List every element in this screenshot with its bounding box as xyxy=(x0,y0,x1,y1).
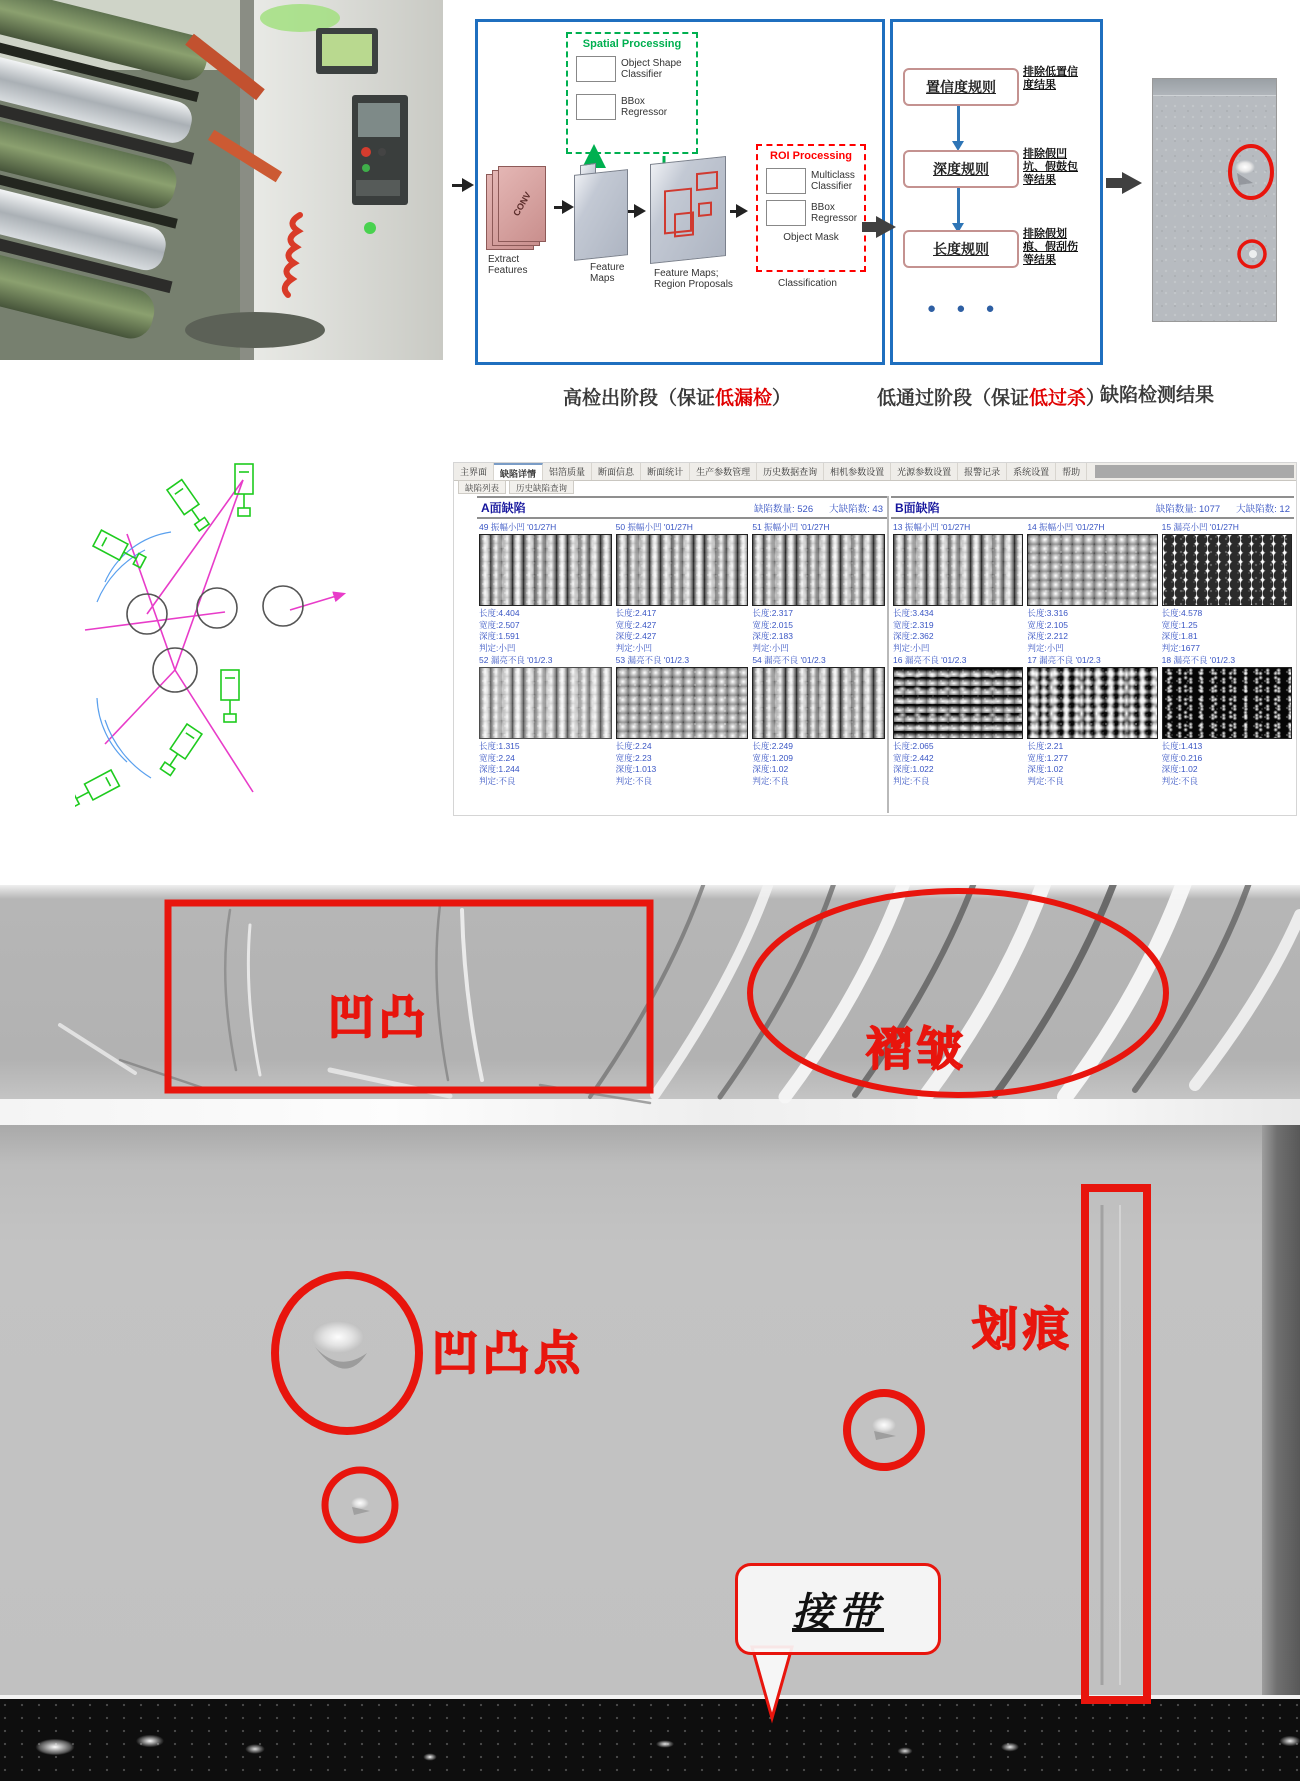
defect-cell xyxy=(752,654,885,787)
tab-10[interactable]: 系统设置 xyxy=(1007,463,1056,480)
panel-a-title: A面缺陷 xyxy=(481,501,526,515)
panel-b-large-count: 大缺陷数: 12 xyxy=(1236,503,1290,515)
wrinkle-label: 褶皱 xyxy=(866,1023,968,1075)
bump-point-circle-large xyxy=(275,1275,419,1431)
stage1-caption-prefix: 高检出阶段（保证 xyxy=(563,388,716,409)
tab-8[interactable]: 光源参数设置 xyxy=(891,463,958,480)
defect-result-image xyxy=(1152,78,1277,322)
splice-callout xyxy=(735,1563,941,1655)
cell-header: 13 振幅小凹 '01/27H xyxy=(893,522,971,532)
defect-cell xyxy=(616,654,749,787)
feature-maps-label: Feature Maps xyxy=(590,262,625,284)
defect-thumbnail[interactable] xyxy=(1162,534,1292,606)
cell-stats: 长度:4.404 宽度:2.507 深度:1.591 判定:小凹 xyxy=(479,608,520,653)
cell-header: 52 漏亮不良 '01/2.3 xyxy=(479,655,553,665)
arrow-rp-to-roi xyxy=(730,204,748,218)
stage2-caption-prefix: 低通过阶段（保证 xyxy=(877,388,1030,409)
panel-a-defects xyxy=(477,496,889,813)
bbox-regressor-label: BBox Regressor xyxy=(621,96,668,118)
machine-photo-art xyxy=(0,0,443,360)
scratch-marks xyxy=(1102,1205,1120,1685)
rule-depth-note: 排除假凹坑、假鼓包等结果 xyxy=(1023,148,1078,186)
cell-header: 49 振幅小凹 '01/27H xyxy=(479,522,557,532)
defect-thumbnail[interactable] xyxy=(893,534,1023,606)
software-subtabs xyxy=(458,480,574,494)
defect-thumbnail[interactable] xyxy=(616,534,749,606)
defect-cell xyxy=(1027,521,1157,654)
tab-0[interactable]: 主界面 xyxy=(454,463,494,480)
defect-thumbnail[interactable] xyxy=(479,534,612,606)
defect-thumbnail[interactable] xyxy=(479,667,612,739)
tab-2[interactable]: 铝箔质量 xyxy=(543,463,592,480)
tab-1[interactable]: 缺陷详情 xyxy=(494,463,543,480)
defect-cell xyxy=(1162,654,1292,787)
bump-label: 凹凸 xyxy=(328,991,430,1043)
rule-depth: 深度规则 xyxy=(903,150,1019,188)
tab-9[interactable]: 报警记录 xyxy=(958,463,1007,480)
splice-label: 接带 xyxy=(792,1589,884,1635)
guide-rollers xyxy=(127,586,303,692)
stage1-detection-box xyxy=(475,19,885,365)
machine-photo xyxy=(0,0,443,360)
cell-header: 17 漏亮不良 '01/2.3 xyxy=(1027,655,1101,665)
bump-point-label: 凹凸点 xyxy=(432,1327,585,1379)
defect-thumbnail[interactable] xyxy=(1162,667,1292,739)
arrow-conv-to-fm xyxy=(554,200,574,214)
arrow-photo-to-stage1 xyxy=(452,178,474,192)
defect-thumbnail[interactable] xyxy=(1027,667,1157,739)
stage2-caption-highlight: 低过杀 xyxy=(1029,388,1087,409)
cell-stats: 长度:4.578 宽度:1.25 深度:1.81 判定:1677 xyxy=(1161,608,1203,653)
tab-4[interactable]: 断面统计 xyxy=(641,463,690,480)
cell-header: 54 漏亮不良 '01/2.3 xyxy=(752,655,826,665)
cell-header: 53 漏亮不良 '01/2.3 xyxy=(615,655,690,665)
defect-cell xyxy=(479,654,612,787)
light-beams xyxy=(85,480,343,792)
panel-a-defect-count: 缺陷数量: 526 xyxy=(754,503,814,515)
scan-annotations xyxy=(0,885,1300,1781)
rule-confidence-note: 排除低置信度结果 xyxy=(1023,66,1078,91)
roi-bbox-regressor-box xyxy=(766,200,806,226)
defect-cell xyxy=(893,521,1023,654)
roi-bbox-regressor-label: BBox Regressor xyxy=(811,202,858,224)
cell-stats: 长度:1.315 宽度:2.24 深度:1.244 判定:不良 xyxy=(479,741,520,786)
arrow-stage2-result xyxy=(1106,172,1142,194)
rule-confidence: 置信度规则 xyxy=(903,68,1019,106)
subtab-1[interactable]: 历史缺陷查询 xyxy=(509,480,574,494)
panel-b-title: B面缺陷 xyxy=(895,501,940,515)
arrow-rule1-rule2 xyxy=(957,106,960,142)
tab-5[interactable]: 生产参数管理 xyxy=(690,463,757,480)
panel-a-grid xyxy=(477,519,887,789)
stage1-caption-highlight: 低漏检 xyxy=(715,388,773,409)
wrinkle-streaks xyxy=(60,885,1300,1103)
panel-b-defects xyxy=(891,496,1294,813)
feature-map-panel-face xyxy=(574,169,628,261)
rules-ellipsis: ● ● ● xyxy=(927,300,1003,317)
spatial-processing-title: Spatial Processing xyxy=(582,38,682,50)
annotated-foil-scan xyxy=(0,885,1300,1781)
panel-a-header xyxy=(477,496,887,519)
defect-thumbnail[interactable] xyxy=(616,667,749,739)
defect-cell xyxy=(752,521,885,654)
cell-stats: 长度:3.434 宽度:2.319 深度:2.362 判定:小凹 xyxy=(893,608,934,653)
splice-callout-pointer xyxy=(752,1647,792,1718)
stage1-caption-suffix: ） xyxy=(772,388,792,409)
inspection-software-screenshot xyxy=(453,462,1297,816)
cell-header: 16 漏亮不良 '01/2.3 xyxy=(893,655,967,665)
defect-thumbnail[interactable] xyxy=(1027,534,1157,606)
roi-processing-title: ROI Processing xyxy=(770,150,852,162)
defect-thumbnail[interactable] xyxy=(893,667,1023,739)
panel-a-large-count: 大缺陷数: 43 xyxy=(829,503,883,515)
tab-bar-filler xyxy=(1095,465,1294,478)
rule-length: 长度规则 xyxy=(903,230,1019,268)
object-shape-classifier-label: Object Shape Classifier xyxy=(621,58,682,80)
result-image-marks xyxy=(1153,79,1276,321)
arrow-stage1-stage2 xyxy=(862,216,896,238)
subtab-0[interactable]: 缺陷列表 xyxy=(458,480,506,494)
cell-header: 15 漏亮小凹 '01/27H xyxy=(1161,522,1239,532)
object-mask-label: Object Mask xyxy=(783,232,839,243)
multiclass-classifier-box xyxy=(766,168,806,194)
optical-layout-diagram xyxy=(75,462,440,815)
rule-length-note: 排除假划痕、假刮伤等结果 xyxy=(1023,228,1078,266)
panel-b-grid xyxy=(891,519,1294,789)
roi-processing-box xyxy=(756,144,866,272)
panel-b-defect-count: 缺陷数量: 1077 xyxy=(1155,503,1221,515)
stage2-caption xyxy=(877,383,1105,410)
cell-stats: 长度:2.21 宽度:1.277 深度:1.02 判定:不良 xyxy=(1027,741,1068,786)
stage2-filter-box xyxy=(890,19,1103,365)
stage1-caption xyxy=(563,383,791,410)
arrow-fm-to-rp xyxy=(628,204,646,218)
defect-cell xyxy=(479,521,612,654)
bump-defects xyxy=(312,1321,896,1515)
conv-stack xyxy=(486,162,550,250)
region-proposals-label: Feature Maps; Region Proposals xyxy=(654,268,733,290)
arrow-rule2-rule3 xyxy=(957,188,960,224)
multiclass-classifier-label: Multiclass Classifier xyxy=(811,170,855,192)
cell-header: 18 漏亮不良 '01/2.3 xyxy=(1161,655,1236,665)
tab-7[interactable]: 相机参数设置 xyxy=(824,463,891,480)
cell-stats: 长度:2.24 宽度:2.23 深度:1.013 判定:不良 xyxy=(615,741,657,786)
cell-stats: 长度:2.065 宽度:2.442 深度:1.022 判定:不良 xyxy=(893,741,934,786)
cell-stats: 长度:2.249 宽度:1.209 深度:1.02 判定:不良 xyxy=(752,741,793,786)
defect-cell xyxy=(1162,521,1292,654)
defect-thumbnail[interactable] xyxy=(752,534,885,606)
cell-header: 14 振幅小凹 '01/27H xyxy=(1027,522,1105,532)
stage2-caption-suffix: ） xyxy=(1086,388,1106,409)
tab-11[interactable]: 帮助 xyxy=(1056,463,1087,480)
software-tab-bar xyxy=(454,463,1296,481)
defect-cell xyxy=(1027,654,1157,787)
extract-features-label: Extract Features xyxy=(488,254,528,276)
tab-3[interactable]: 断面信息 xyxy=(592,463,641,480)
cell-header: 51 振幅小凹 '01/27H xyxy=(752,522,830,532)
classification-label: Classification xyxy=(778,278,837,289)
panel-b-header xyxy=(891,496,1294,519)
defect-thumbnail[interactable] xyxy=(752,667,885,739)
region-proposal-panel xyxy=(650,156,726,264)
conv-label: CONV xyxy=(511,190,533,218)
defect-cell xyxy=(616,521,749,654)
cell-stats: 长度:1.413 宽度:0.216 深度:1.02 判定:不良 xyxy=(1161,741,1203,786)
scratch-label: 划痕 xyxy=(972,1303,1074,1355)
result-caption: 缺陷检测结果 xyxy=(1100,385,1215,406)
tab-6[interactable]: 历史数据查询 xyxy=(757,463,824,480)
cell-stats: 长度:3.316 宽度:2.105 深度:2.212 判定:小凹 xyxy=(1027,608,1068,653)
cell-stats: 长度:2.317 宽度:2.015 深度:2.183 判定:小凹 xyxy=(752,608,793,653)
cell-header: 50 振幅小凹 '01/27H xyxy=(615,522,693,532)
defect-cell xyxy=(893,654,1023,787)
scratch-region-rect xyxy=(1085,1188,1147,1700)
cell-stats: 长度:2.417 宽度:2.427 深度:2.427 判定:小凹 xyxy=(615,608,657,653)
